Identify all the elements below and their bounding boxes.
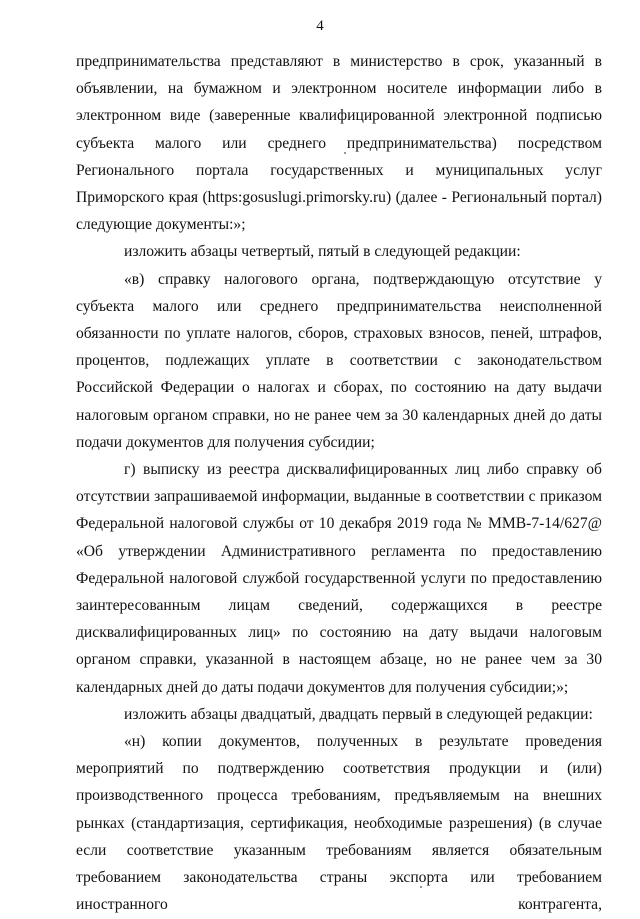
paragraph-1: предпринимательства представляют в министерство в срок, указанный в объявлении, на бумажном и электронном носителе информации либо в электронном виде (заверенные квалифицированной электронной подписью субъекта малого или среднего предпринимательства) посредством Регионального портала государственных и муниципальных услуг Приморского края (https:gosuslugi.primorsky.ru) (далее - Региональный портал) следующие документы:»; xyxy=(76,53,602,234)
paragraph-2: изложить абзацы четвертый, пятый в следующей редакции: xyxy=(124,243,521,261)
scan-speck xyxy=(420,886,422,888)
paragraph-6: «н) копии документов, полученных в результате проведения мероприятий по подтверждению соответствия продукции и (или) производственного процесса требованиям, предъявляемым на внешних рынках (стандартизация, сертификация, необходимые разрешения) (в случае если соответствие указанным требованиям является обязательным требованием законодательства страны экспорта или требованием иностранного контрагента, xyxy=(76,733,602,914)
paragraph-4: г) выписку из реестра дисквалифицированных лиц либо справку об отсутствии запрашиваемой информации, выданные в соответствии с приказом Федеральной налоговой службы от 10 декабря 2019 года № ММВ-7-14/627@ «Об утверждении Административного регламента по предоставлению Федеральной налоговой службой государственной услуги по предоставлению заинтересованным лицам сведений, содержащихся в реестре дисквалифицированных лиц» по состоянию на дату выдачи налоговым органом справки, указанной в настоящем абзаце, но не ранее чем за 30 календарных дней до даты подачи документов для получения субсидии;»; xyxy=(76,461,602,696)
page-number: 4 xyxy=(316,18,324,34)
paragraph-3: «в) справку налогового органа, подтверждающую отсутствие у субъекта малого или среднего предпринимательства неисполненной обязанности по уплате налогов, сборов, страховых взносов, пеней, штрафов, процентов, подлежащих уплате в соответствии с законодательством Российской Федерации о налогах и сборах, по состоянию на дату выдачи налоговым органом справки, но не ранее чем за 30 календарных дней до даты подачи документов для получения субсидии; xyxy=(76,270,602,451)
paragraph-5: изложить абзацы двадцатый, двадцать первый в следующей редакции: xyxy=(124,705,593,723)
document-body xyxy=(76,48,602,919)
scan-speck xyxy=(344,152,346,154)
